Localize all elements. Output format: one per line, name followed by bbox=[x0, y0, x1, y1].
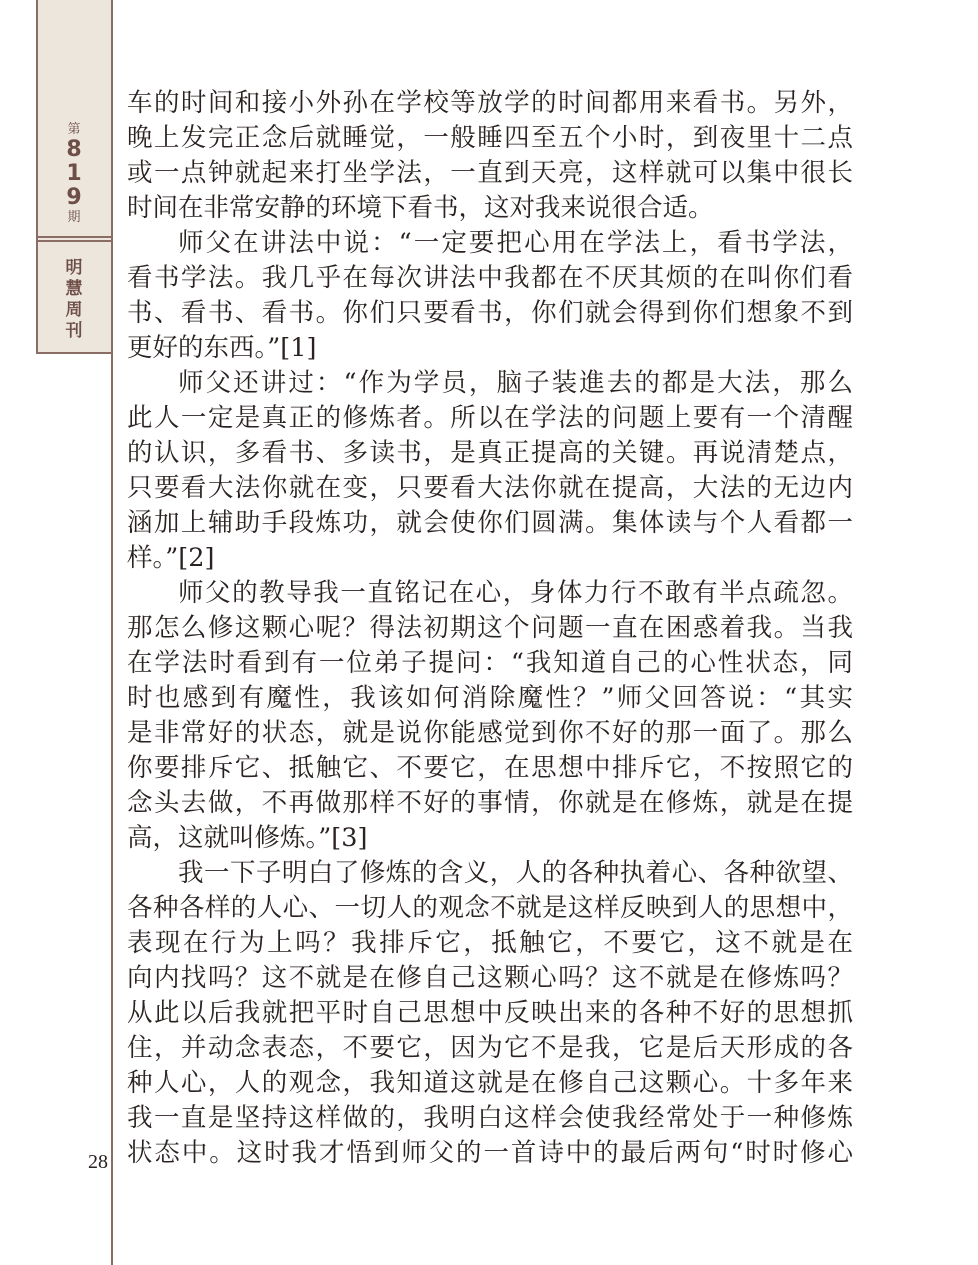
text-line: 的认识，多看书、多读书，是真正提高的关键。再说清楚点， bbox=[127, 438, 853, 468]
article-body bbox=[127, 86, 853, 1171]
text-line: 只要看大法你就在变，只要看大法你就在提高，大法的无边内 bbox=[127, 473, 853, 503]
text-line: 念头去做，不再做那样不好的事情，你就是在修炼，就是在提 bbox=[127, 788, 853, 818]
sidebar-divider bbox=[36, 236, 112, 238]
issue-prefix: 第 bbox=[67, 122, 81, 137]
text-line: 高，这就叫修炼。”[3] bbox=[127, 823, 368, 853]
text-line: 住，并动念表态，不要它，因为它不是我，它是后天形成的各 bbox=[127, 1033, 853, 1063]
text-line: 时也感到有魔性，我该如何消除魔性？”师父回答说：“其实 bbox=[127, 683, 853, 713]
issue-number bbox=[36, 122, 112, 226]
page-number: 28 bbox=[88, 1151, 108, 1173]
paragraph-start-line: 师父还讲过：“作为学员，脑子装進去的都是大法，那么 bbox=[178, 368, 853, 398]
magazine-title-char: 刊 bbox=[65, 321, 83, 341]
text-line: 晚上发完正念后就睡觉，一般睡四至五个小时，到夜里十二点 bbox=[127, 123, 853, 153]
text-line: 车的时间和接小外孙在学校等放学的时间都用来看书。另外， bbox=[127, 88, 853, 118]
magazine-title-char: 明 bbox=[65, 258, 83, 278]
text-line: 我一直是坚持这样做的，我明白这样会使我经常处于一种修炼 bbox=[127, 1103, 853, 1133]
paragraph-start-line: 师父的教导我一直铭记在心，身体力行不敢有半点疏忽。 bbox=[178, 578, 853, 608]
text-line: 表现在行为上吗？我排斥它，抵触它，不要它，这不就是在 bbox=[127, 928, 853, 958]
text-line: 各种各样的人心、一切人的观念不就是这样反映到人的思想中， bbox=[127, 893, 853, 923]
magazine-title-char: 周 bbox=[65, 300, 83, 320]
text-line: 更好的东西。”[1] bbox=[127, 333, 317, 363]
text-line: 在学法时看到有一位弟子提问：“我知道自己的心性状态，同 bbox=[127, 648, 853, 678]
sidebar-bottom-rule bbox=[36, 352, 112, 354]
issue-digit: 8 bbox=[66, 137, 82, 162]
magazine-title bbox=[36, 258, 112, 342]
text-line: 时间在非常安静的环境下看书，这对我来说很合适。 bbox=[127, 193, 714, 223]
text-line: 从此以后我就把平时自己思想中反映出来的各种不好的思想抓 bbox=[127, 998, 853, 1028]
text-line: 书、看书、看书。你们只要看书，你们就会得到你们想象不到 bbox=[127, 298, 853, 328]
sidebar-divider bbox=[36, 240, 112, 242]
text-line: 向内找吗？这不就是在修自己这颗心吗？这不就是在修炼吗？ bbox=[127, 963, 853, 993]
text-line: 或一点钟就起来打坐学法，一直到天亮，这样就可以集中很长 bbox=[127, 158, 853, 188]
magazine-title-char: 慧 bbox=[65, 279, 83, 299]
text-line: 看书学法。我几乎在每次讲法中我都在不厌其烦的在叫你们看 bbox=[127, 263, 853, 293]
text-line: 此人一定是真正的修炼者。所以在学法的问题上要有一个清醒 bbox=[127, 403, 853, 433]
text-line: 你要排斥它、抵触它、不要它，在思想中排斥它，不按照它的 bbox=[127, 753, 853, 783]
paragraph-start-line: 我一下子明白了修炼的含义，人的各种执着心、各种欲望、 bbox=[178, 858, 853, 888]
text-line: 那怎么修这颗心呢？得法初期这个问题一直在困惑着我。当我 bbox=[127, 613, 853, 643]
issue-digit: 9 bbox=[66, 185, 82, 210]
text-line: 状态中。这时我才悟到师父的一首诗中的最后两句“时时修心 bbox=[127, 1138, 853, 1168]
issue-digit: 1 bbox=[66, 161, 82, 186]
text-line: 涵加上辅助手段炼功，就会使你们圆满。集体读与个人看都一 bbox=[127, 508, 853, 538]
text-line: 是非常好的状态，就是说你能感觉到你不好的那一面了。那么 bbox=[127, 718, 853, 748]
text-line: 种人心，人的观念，我知道这就是在修自己这颗心。十多年来 bbox=[127, 1068, 853, 1098]
text-line: 样。”[2] bbox=[127, 543, 215, 573]
paragraph-start-line: 师父在讲法中说：“一定要把心用在学法上，看书学法， bbox=[178, 228, 853, 258]
issue-suffix: 期 bbox=[67, 210, 81, 225]
